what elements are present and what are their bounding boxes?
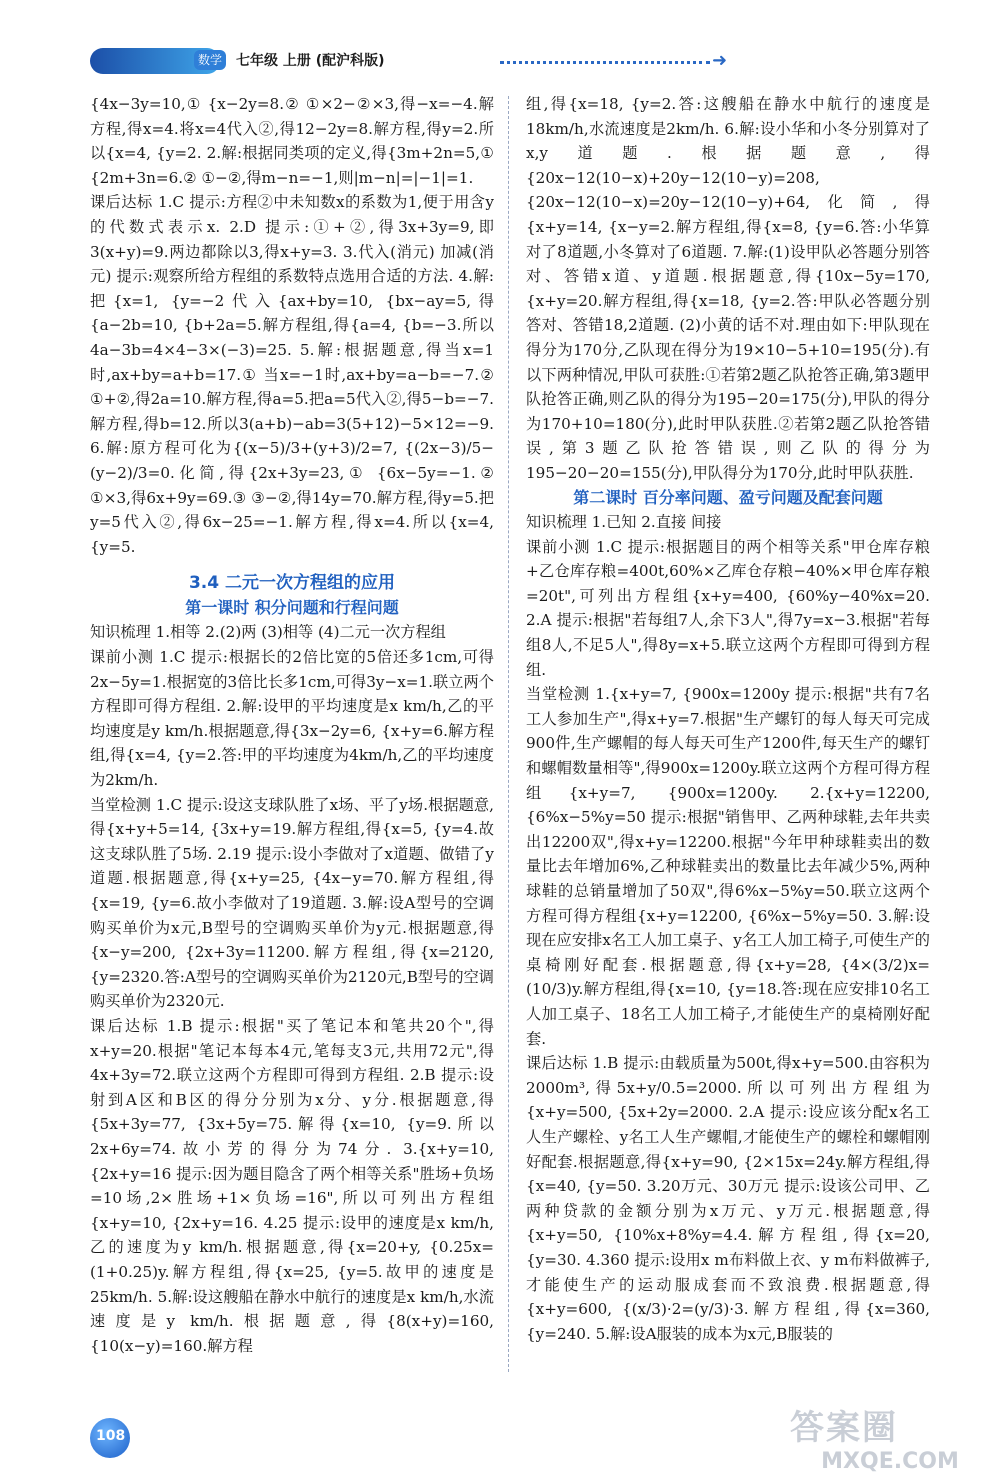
lesson-title: 第一课时 积分问题和行程问题 <box>185 597 399 617</box>
answer-block: 课前小测 1.C 提示:根据题目的两个相等关系"甲仓库存粮+乙仓库存粮=400t,60%×乙库仓存粮−40%×甲仓库存粮=20t",可列出方程组{x+y=400, {60%y−40%x=20. 2.A 提示:根据"若每组7人,余下3人",得7y=x−3.根据"若每组8人,不足5人",得8y=x+5.联立这两个方程即可得到方程组. <box>526 537 930 679</box>
answer-block: 课后达标 1.B 提示:由载质量为500t,得x+y=500.由容积为2000m³,得5x+y/0.5=2000.所以可列出方程组为{x+y=500, {5x+2y=2000. 2.A 提示:设应该分配x名工人生产螺栓、y名工人生产螺帽,才能使生产的螺栓和螺帽刚好配套.根据题意,得{x+y=90, {2×15x=24y.解方程组,得{x=40, {y=50. 3.20万元、30万元 提示:设该公司甲、乙两种贷款的金额分别为x万元、y万元.根据题意,得{x+y=50, {10%x+8%y=4.4.解方程组,得{x=20, {y=30. 4.360 提示:设用x m布料做上衣、y m布料做裤子,才能使生产的运动服成套而不致浪费.根据题意,得{x+y=600, {(x/3)·2=(y/3)·3.解方程组,得{x=360, {y=240. 5.解:设A服装的成本为x元,B服装的 <box>526 1054 930 1343</box>
left-column <box>90 92 494 1412</box>
answer-block: 知识梳理 1.相等 2.(2)两 (3)相等 (4)二元一次方程组 <box>90 623 446 642</box>
watermark <box>790 1400 990 1474</box>
answer-block: 课后达标 1.B 提示:根据"买了笔记本和笔共20个",得x+y=20.根据"笔记本每本4元,笔每支3元,共用72元",得4x+3y=72.联立这两个方程即可得到方程组. 2.B 提示:设射到A区和B区的得分分别为x分、y分.根据题意,得{5x+3y=77, {3x+5y=75.解得{x=10, {y=9.所以2x+6y=74.故小芳的得分为74分. 3.{x+y=10, {2x+y=16 提示:因为题目隐含了两个相等关系"胜场+负场=10场,2×胜场+1×负场=16",所以可列出方程组{x+y=10, {2x+y=16. 4.25 提示:设甲的速度是x km/h,乙的速度为y km/h.根据题意,得{x=20+y, {0.25x=(1+0.25)y.解方程组,得{x=25, {y=5.故甲的速度是25km/h. 5.解:设这艘船在静水中航行的速度是x km/h,水流速度是y km/h.根据题意,得{8(x+y)=160, {10(x−y)=160.解方程 <box>90 1016 494 1355</box>
watermark-logo-text: 答案圈 <box>790 1408 898 1448</box>
watermark-url: MXQE.COM <box>821 1449 959 1474</box>
answer-block: 当堂检测 1.C 提示:设这支球队胜了x场、平了y场.根据题意,得{x+y+5=14, {3x+y=19.解方程组,得{x=5, {y=4.故这支球队胜了5场. 2.19 提示:设小李做对了x道题、做错了y道题.根据题意,得{x+y=25, {4x−y=70.解方程组,得{x=19, {y=6.故小李做对了19道题. 3.解:设A型号的空调购买单价为x元,B型号的空调购买单价为y元.根据题意,得{x−y=200, {2x+3y=11200.解方程组,得{x=2120, {y=2320.答:A型号的空调购买单价为2120元,B型号的空调购买单价为2320元. <box>90 795 494 1011</box>
header-dotted-line <box>500 61 710 64</box>
answer-block: 组,得{x=18, {y=2.答:这艘船在静水中航行的速度是18km/h,水流速度是2km/h. 6.解:设小华和小冬分别算对了x,y道题.根据题意,得{20x−12(10−x)+20y−12(10−y)=208, {20x−12(10−x)=20y−12(10−y)+64,化简,得{x+y=14, {x−y=2.解方程组,得{x=8, {y=6.答:小华算对了8道题,小冬算对了6道题. 7.解:(1)设甲队必答题分别答对、答错x道、y道题.根据题意,得{10x−5y=170, {x+y=20.解方程组,得{x=18, {y=2.答:甲队必答题分别答对、答错18,2道题. (2)小黄的话不对.理由如下:甲队现在得分为170分,乙队现在得分为19×10−5+10=195(分).有以下两种情况,甲队可获胜:①若第2题乙队抢答正确,第3题甲队抢答正确,则乙队的得分为195−20=175(分),甲队的得分为170+10=180(分),此时甲队获胜.②若第2题乙队抢答错误,第3题乙队抢答错误,则乙队的得分为195−20−20=155(分),甲队得分为170分,此时甲队获胜. <box>526 95 930 482</box>
lesson-title: 第二课时 百分率问题、盈亏问题及配套问题 <box>573 487 883 507</box>
subject-badge: 数学 <box>194 50 226 70</box>
right-column <box>526 92 930 1412</box>
answer-block: 课前小测 1.C 提示:根据长的2倍比宽的5倍还多1cm,可得2x−5y=1.根据宽的3倍比长多1cm,可得3y−x=1.联立两个方程即可得方程组. 2.解:设甲的平均速度是x km/h,乙的平均速度是y km/h.根据题意,得{3x−2y=6, {x+y=6.解方程组,得{x=4, {y=2.答:甲的平均速度为4km/h,乙的平均速度为2km/h. <box>90 648 494 790</box>
answer-block: 课后达标 1.C 提示:方程②中未知数x的系数为1,便于用含y的代数式表示x. 2.D 提示:①+②,得3x+3y=9,即3(x+y)=9.两边都除以3,得x+y=3. 3.代入(消元) 加减(消元) 提示:观察所给方程组的系数特点选用合适的方法. 4.解:把{x=1, {y=−2代入{ax+by=10, {bx−ay=5,得{a−2b=10, {b+2a=5.解方程组,得{a=4, {b=−3.所以4a−3b=4×4−3×(−3)=25. 5.解:根据题意,得当x=1时,ax+by=a+b=17.① 当x=−1时,ax+by=a−b=−7.② ①+②,得2a=10.解方程,得a=5.把a=5代入②,得5−b=−7.解方程,得b=12.所以3(a+b)−ab=3(5+12)−5×12=−9. 6.解:原方程可化为{(x−5)/3+(y+3)/2=7, {(2x−3)/5−(y−2)/3=0.化简,得{2x+3y=23,① {6x−5y=−1.② ①×3,得6x+9y=69.③ ③−②,得14y=70.解方程,得y=5.把y=5代入②,得6x−25=−1.解方程,得x=4.所以{x=4, {y=5. <box>90 193 494 556</box>
section-title: 3.4 二元一次方程组的应用 <box>188 573 396 594</box>
arrow-right-icon: ➜ <box>712 50 728 71</box>
answer-block: {4x−3y=10,① {x−2y=8.② ①×2−②×3,得−x=−4.解方程,得x=4.将x=4代入②,得12−2y=8.解方程,得y=2.所以{x=4, {y=2. 2.解:根据同类项的定义,得{3m+2n=5,① {2m+3n=6.② ①−②,得m−n=−1,则|m−n|=|−1|=1. <box>90 95 494 187</box>
book-info: 七年级 上册 (配沪科版) <box>236 53 385 69</box>
answer-block: 知识梳理 1.已知 2.直接 间接 <box>526 513 722 532</box>
answer-block: 当堂检测 1.{x+y=7, {900x=1200y 提示:根据"共有7名工人参加生产",得x+y=7.根据"生产螺钉的每人每天可完成900件,生产螺帽的每人每天可生产1200件,每天生产的螺钉和螺帽数量相等",得900x=1200y.联立这两个方程可得方程组{x+y=7, {900x=1200y. 2.{x+y=12200, {6%x−5%y=50 提示:根据"销售甲、乙两种球鞋,去年共卖出12200双",得x+y=12200.根据"今年甲种球鞋卖出的数量比去年增加6%,乙种球鞋卖出的数量比去年减少5%,两种球鞋的总销量增加了50双",得6%x−5%y=50.联立这两个方程可得方程组{x+y=12200, {6%x−5%y=50. 3.解:设现在应安排x名工人加工桌子、y名工人加工椅子,可使生产的桌椅刚好配套.根据题意,得{x+y=28, {4×(3/2)x=(10/3)y.解方程组,得{x=10, {y=18.答:现在应安排10名工人加工桌子、18名工人加工椅子,才能使生产的桌椅刚好配套. <box>526 685 930 1048</box>
column-divider <box>508 96 509 1372</box>
page-number: 108 <box>96 1428 126 1444</box>
running-header <box>90 44 728 80</box>
